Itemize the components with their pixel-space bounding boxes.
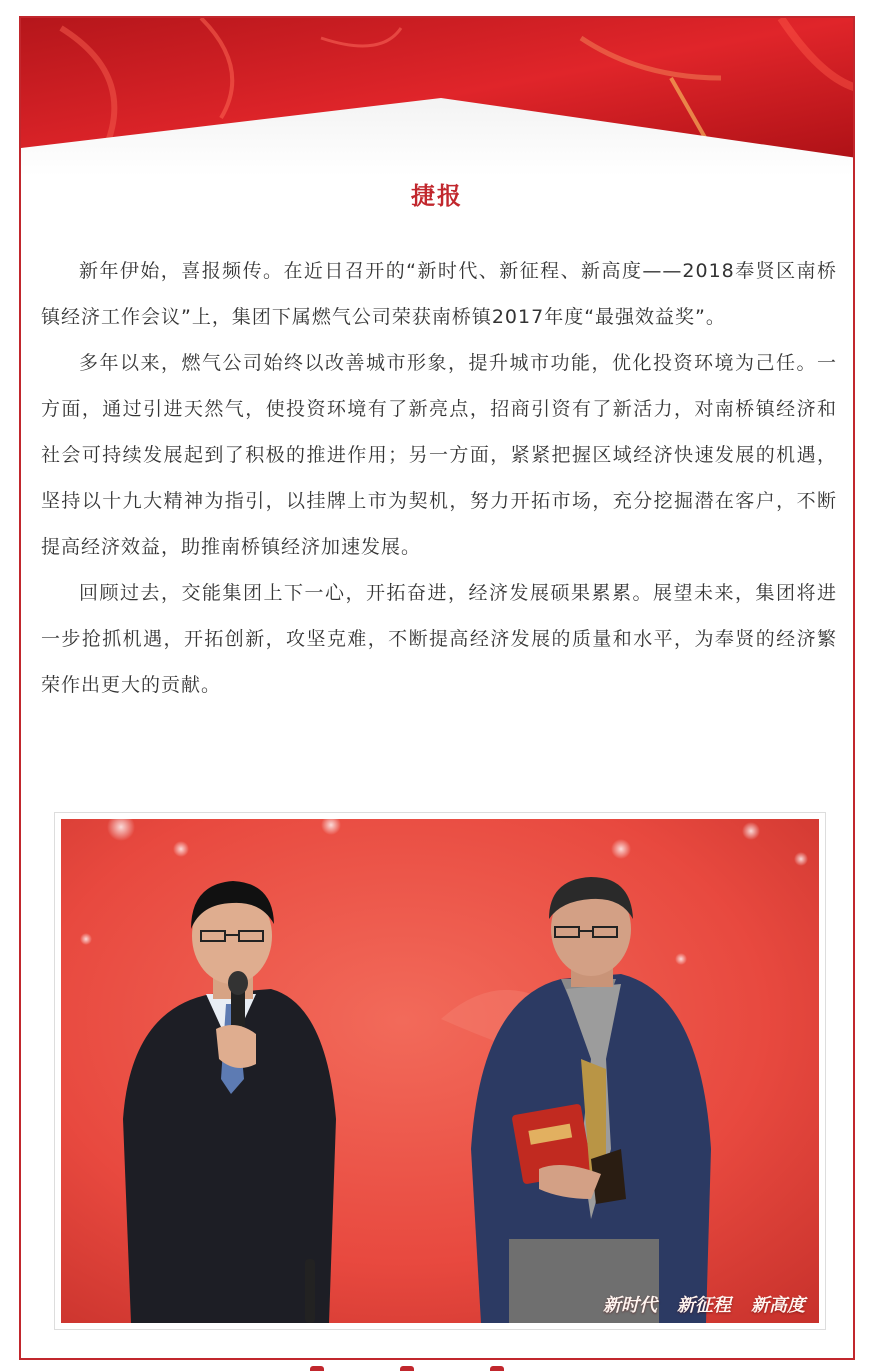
article-title: 捷报	[411, 182, 463, 210]
article-card	[19, 16, 855, 1360]
award-photo	[61, 819, 819, 1323]
award-photo-frame	[54, 812, 826, 1330]
decor-mark	[490, 1366, 504, 1371]
decor-mark	[310, 1366, 324, 1371]
paragraph-2: 多年以来，燃气公司始终以改善城市形象，提升城市功能，优化投资环境为己任。一方面，通过引进天然气，使投资环境有了新亮点，招商引资有了新活力，对南桥镇经济和社会可持续发展起到了积极的推进作用；另一方面，紧紧把握区域经济快速发展的机遇，坚持以十九大精神为指引，以挂牌上市为契机，努力开拓市场，充分挖掘潜在客户，不断提高经济效益，助推南桥镇经济加速发展。	[41, 352, 837, 558]
red-banner-header	[21, 18, 855, 176]
caption-new-era: 新时代	[603, 1295, 657, 1316]
decor-mark	[400, 1366, 414, 1371]
photo-caption	[603, 1291, 805, 1317]
award-ceremony-image	[61, 819, 819, 1323]
paragraph-3: 回顾过去，交能集团上下一心，开拓奋进，经济发展硕果累累。展望未来，集团将进一步抢抓机遇，开拓创新，攻坚克难，不断提高经济发展的质量和水平，为奉贤的经济繁荣作出更大的贡献。	[41, 582, 837, 696]
article-body	[41, 248, 837, 708]
caption-new-journey: 新征程	[677, 1295, 731, 1316]
bottom-decoration	[0, 1362, 876, 1371]
paragraph-1: 新年伊始，喜报频传。在近日召开的“新时代、新征程、新高度——2018奉贤区南桥镇经济工作会议”上，集团下属燃气公司荣获南桥镇2017年度“最强效益奖”。	[41, 260, 837, 328]
caption-new-height: 新高度	[751, 1295, 805, 1316]
